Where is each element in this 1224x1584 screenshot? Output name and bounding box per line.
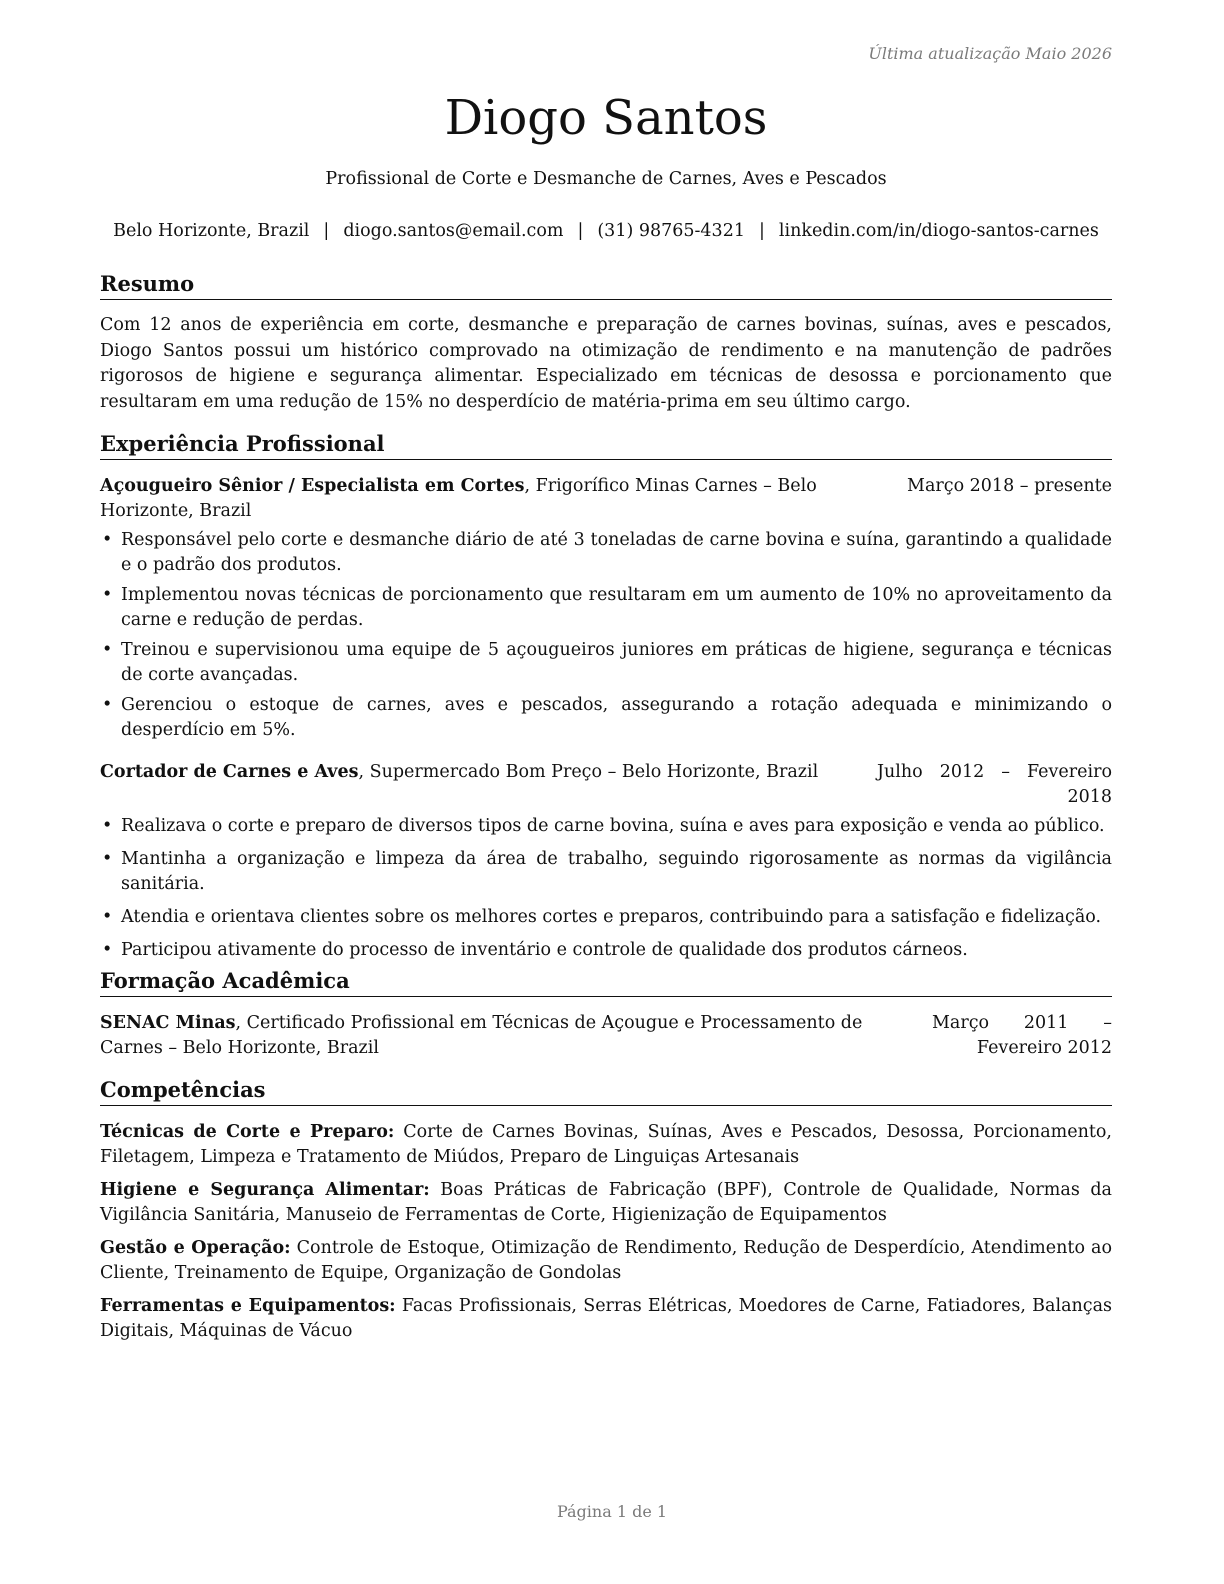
skill-group-label: Gestão e Operação: — [100, 1238, 291, 1258]
list-item: • Participou ativamente do processo de inventário e controle de qualidade dos produtos cárneos. — [100, 938, 1112, 963]
education-dates: Março 2011 – Fevereiro 2012 — [932, 1013, 1112, 1058]
skill-group-items: Corte de Carnes Bovinas, Suínas, Aves e Pescados, Desossa, Porcionamento, Filetagem, Limpeza e Tratamento de Miúdos, Preparo de Linguiças Artesanais — [100, 1122, 1112, 1167]
skill-group — [100, 1120, 1112, 1170]
job-entry — [100, 760, 1112, 963]
list-item: • Implementou novas técnicas de porcionamento que resultaram em um aumento de 10% no aproveitamento da carne e redução de perdas. — [100, 583, 1112, 633]
education-line — [100, 1011, 930, 1061]
list-item: • Responsável pelo corte e desmanche diário de até 3 toneladas de carne bovina e suína, garantindo a qualidade e o padrão dos produtos. — [100, 528, 1112, 578]
contact-separator: | — [323, 221, 330, 241]
contact-separator: | — [758, 221, 765, 241]
job-company: , Frigorífico Minas Carnes – Belo Horizonte, Brazil — [100, 476, 817, 521]
skill-group-items: Controle de Estoque, Otimização de Rendimento, Redução de Desperdício, Atendimento ao Cliente, Treinamento de Equipe, Organização de Gondolas — [100, 1238, 1112, 1283]
contact-email[interactable]: diogo.santos@email.com — [343, 221, 564, 241]
job-header — [100, 474, 1112, 524]
skill-group-label: Técnicas de Corte e Preparo: — [100, 1122, 395, 1142]
job-company: , Supermercado Bom Preço – Belo Horizonte, Brazil — [358, 762, 819, 782]
skills-section — [100, 1076, 1112, 1352]
job-title-line — [100, 474, 900, 524]
contact-line — [80, 219, 1132, 243]
contact-linkedin[interactable]: linkedin.com/in/diogo-santos-carnes — [778, 221, 1099, 241]
list-item: • Gerenciou o estoque de carnes, aves e pescados, assegurando a rotação adequada e minimizando o desperdício em 5%. — [100, 693, 1112, 743]
job-entry — [100, 474, 1112, 743]
skill-group — [100, 1178, 1112, 1228]
education-title: Formação Acadêmica — [100, 967, 1112, 997]
education-entry — [100, 1011, 1112, 1061]
job-role: Cortador de Carnes e Aves — [100, 762, 359, 782]
skill-group-items: Boas Práticas de Fabricação (BPF), Controle de Qualidade, Normas da Vigilância Sanitária, Manuseio de Ferramentas de Corte, Higienização de Equipamentos — [100, 1180, 1112, 1225]
job-role: Açougueiro Sênior / Especialista em Cortes — [100, 476, 525, 496]
job-dates: Março 2018 – presente — [907, 476, 1112, 496]
contact-location: Belo Horizonte, Brazil — [113, 221, 310, 241]
education-details: , Certificado Profissional em Técnicas de Açougue e Processamento de Carnes – Belo Horizonte, Brazil — [100, 1013, 863, 1058]
candidate-tagline: Profissional de Corte e Desmanche de Carnes, Aves e Pescados — [325, 169, 887, 189]
summary-title: Resumo — [100, 270, 1112, 300]
education-institution: SENAC Minas — [100, 1013, 236, 1033]
job-title-line — [100, 760, 818, 810]
skills-title: Competências — [100, 1076, 1112, 1106]
job-bullets — [100, 528, 1112, 743]
list-item: • Realizava o corte e preparo de diversos tipos de carne bovina, suína e aves para exposição e venda ao público. — [100, 814, 1112, 839]
list-item: • Mantinha a organização e limpeza da área de trabalho, seguindo rigorosamente as normas da vigilância sanitária. — [100, 847, 1112, 897]
experience-section — [100, 430, 1112, 968]
contact-separator: | — [577, 221, 584, 241]
summary-section — [100, 270, 1112, 415]
job-header — [100, 760, 1112, 810]
skill-group-label: Higiene e Segurança Alimentar: — [100, 1180, 430, 1200]
job-dates: Julho 2012 – Fevereiro 2018 — [877, 762, 1112, 807]
list-item: • Atendia e orientava clientes sobre os melhores cortes e preparos, contribuindo para a satisfação e fidelização. — [100, 905, 1112, 930]
last-updated: Última atualização Maio 2026 — [868, 44, 1112, 63]
skill-group — [100, 1294, 1112, 1344]
job-bullets — [100, 814, 1112, 963]
contact-phone: (31) 98765-4321 — [597, 221, 745, 241]
summary-text: Com 12 anos de experiência em corte, desmanche e preparação de carnes bovinas, suínas, aves e pescados, Diogo Santos possui um histórico comprovado na otimização de rendimento e na manutenção de padrões rigorosos de higiene e segurança alimentar. Especializado em técnicas de desossa e porcionamento que resultaram em uma redução de 15% no desperdício de matéria-prima em seu último cargo. — [100, 315, 1112, 412]
skill-group-label: Ferramentas e Equipamentos: — [100, 1296, 396, 1316]
list-item: • Treinou e supervisionou uma equipe de 5 açougueiros juniores em práticas de higiene, segurança e técnicas de corte avançadas. — [100, 638, 1112, 688]
candidate-name: Diogo Santos — [444, 90, 768, 146]
experience-title: Experiência Profissional — [100, 430, 1112, 460]
skills-list — [100, 1120, 1112, 1344]
resume-page — [100, 0, 1112, 1584]
skill-group — [100, 1236, 1112, 1286]
education-section — [100, 967, 1112, 1061]
page-number: Página 1 de 1 — [556, 1502, 668, 1521]
skill-group-items: Facas Profissionais, Serras Elétricas, Moedores de Carne, Fatiadores, Balanças Digitais, Máquinas de Vácuo — [100, 1296, 1112, 1341]
